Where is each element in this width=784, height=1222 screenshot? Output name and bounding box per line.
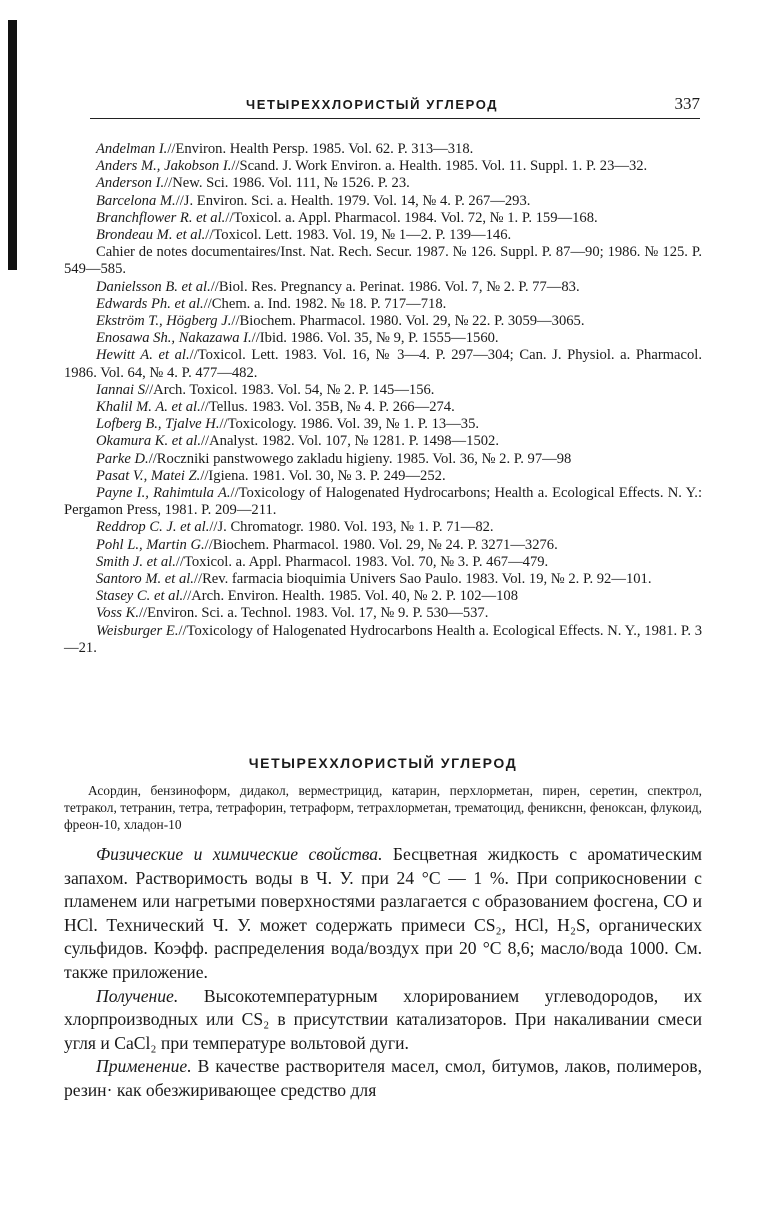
reference-item [64, 382, 702, 399]
reference-citation: //J. Environ. Sci. a. Health. 1979. Vol. 14, № 4. P. 267—293. [175, 192, 531, 209]
body-paragraph [64, 1055, 702, 1102]
reference-item [64, 330, 702, 347]
reference-citation: //Tellus. 1983. Vol. 35B, № 4. P. 266—274. [200, 399, 455, 416]
reference-item [64, 416, 702, 433]
reference-item [64, 451, 702, 468]
reference-item [64, 227, 702, 244]
reference-citation: //Toxicol. a. Appl. Pharmacol. 1983. Vol. 70, № 3. P. 467—479. [175, 553, 549, 570]
reference-authors: Santoro M. et al. [96, 571, 194, 588]
reference-item [64, 244, 702, 278]
reference-authors: Iannai S [96, 381, 146, 398]
reference-item [64, 347, 702, 381]
reference-authors: Anderson I. [96, 175, 165, 192]
reference-authors: Ekström T., Högberg J. [96, 313, 232, 330]
body-paragraph [64, 843, 702, 985]
paragraph-text: Бесцветная жидкость с ароматическим запахом. Растворимость воды в Ч. У. при 24 °С — 1 %. При соприкосновении с пламенем или нагретыми поверхностями разлагается с образованием фосгена, CO и HCl. Технический Ч. У. может содержать примеси CS₂, HCl, H₂S, органических сульфидов. Коэфф. распределения вода/воздух при 20 °С 8,6; масло/вода 1000. См. также приложение. [64, 844, 702, 982]
reference-item [64, 485, 702, 519]
reference-citation: //Biochem. Pharmacol. 1980. Vol. 29, № 22. P. 3059—3065. [231, 313, 585, 330]
reference-citation: //New. Sci. 1986. Vol. 111, № 1526. P. 23. [164, 175, 410, 192]
reference-item [64, 537, 702, 554]
reference-item [64, 141, 702, 158]
reference-citation: //Toxicology. 1986. Vol. 39, № 1. P. 13—35. [219, 416, 480, 433]
reference-citation: //Biol. Res. Pregnancy a. Perinat. 1986. Vol. 7, № 2. P. 77—83. [210, 278, 580, 295]
reference-item [64, 296, 702, 313]
margin-bar [8, 20, 17, 270]
reference-authors: Enosawa Sh., Nakazawa I. [96, 330, 252, 347]
reference-authors: Brondeau M. et al. [96, 227, 206, 244]
reference-item [64, 605, 702, 622]
reference-list [64, 141, 702, 657]
reference-citation: //Environ. Health Persp. 1985. Vol. 62. P. 313—318. [167, 141, 474, 157]
reference-authors: Pasat V., Matei Z. [96, 467, 201, 484]
reference-citation: //Toxicol. Lett. 1983. Vol. 19, № 1—2. P. 139—146. [205, 227, 512, 244]
reference-authors: Pohl L., Martin G. [96, 536, 205, 553]
reference-citation: //Analyst. 1982. Vol. 107, № 1281. P. 1498—1502. [201, 433, 499, 450]
reference-citation: //Chem. a. Ind. 1982. № 18. P. 717—718. [203, 295, 447, 312]
paragraph-label: Получение. [96, 985, 179, 1006]
reference-item [64, 554, 702, 571]
reference-authors: Hewitt A. et al. [96, 347, 190, 364]
page-header [90, 94, 700, 119]
reference-citation: //Toxicol. Lett. 1983. Vol. 16, № 3—4. P. 297—304; Can. J. Physiol. a. Pharmacol. 1986. Vol. 64, № 4. P. 477—482. [64, 347, 702, 381]
body-text [64, 843, 702, 1103]
reference-authors: Reddrop C. J. et al. [96, 519, 210, 536]
reference-citation: //J. Chromatogr. 1980. Vol. 193, № 1. P. 71—82. [209, 519, 494, 536]
reference-citation: //Environ. Sci. a. Technol. 1983. Vol. 17, № 9. P. 530—537. [138, 605, 489, 622]
reference-authors: Danielsson B. et al. [96, 278, 211, 295]
reference-item [64, 588, 702, 605]
reference-citation: Cahier de notes documentaires/Inst. Nat. Rech. Secur. 1987. № 126. Suppl. P. 87—90; 1986. № 125. P. 549—585. [64, 244, 702, 278]
reference-authors: Smith J. et al. [96, 553, 176, 570]
reference-authors: Andelman I. [96, 141, 168, 157]
reference-citation: //Toxicology of Halogenated Hydrocarbons; Health a. Ecological Effects. N. Y.: Pergamon Press, 1981. P. 209—211. [64, 485, 703, 519]
reference-authors: Voss K. [96, 605, 139, 622]
reference-item [64, 468, 702, 485]
synonyms: Асордин, бензиноформ, дидакол, верместрицид, катарин, перхлорметан, пирен, серетин, спектрол, тетракол, тетранин, тетра, тетрафорин, тетраформ, тетрахлорметан, трематоцид, феникснн, феноксан, флукоид, фреон-10, хладон-10 [64, 783, 702, 832]
reference-citation: //Toxicology of Halogenated Hydrocarbons Health a. Ecological Effects. N. Y., 1981. P. 3—21. [64, 622, 702, 656]
page-number: 337 [674, 94, 700, 113]
reference-citation: //Ibid. 1986. Vol. 35, № 9, P. 1555—1560. [251, 330, 499, 347]
reference-authors: Payne I., Rahimtula A. [96, 485, 231, 502]
reference-citation: //Rev. farmacia bioquimia Univers Sao Paulo. 1983. Vol. 19, № 2. P. 92—101. [193, 571, 652, 588]
reference-citation: //Arch. Toxicol. 1983. Vol. 54, № 2. P. 145—156. [145, 381, 435, 398]
reference-authors: Okamura K. et al. [96, 433, 201, 450]
reference-item [64, 433, 702, 450]
reference-item [64, 399, 702, 416]
paragraph-text: Высокотемпературным хлорированием углеводородов, их хлорпроизводных или CS₂ в присутствии катализаторов. При накаливании смеси угля и CaCl₂ при температуре вольтовой дуги. [64, 985, 702, 1053]
paragraph-label: Физические и химические свойства. [96, 844, 383, 864]
reference-authors: Khalil M. A. et al. [96, 399, 201, 416]
reference-authors: Barcelona M. [96, 192, 176, 209]
reference-authors: Anders M., Jakobson I. [96, 158, 232, 175]
reference-item [64, 193, 702, 210]
reference-citation: //Igiena. 1981. Vol. 30, № 3. P. 249—252. [200, 467, 446, 484]
reference-item [64, 313, 702, 330]
reference-authors: Lofberg B., Tjalve H. [96, 416, 220, 433]
paragraph-text: В качестве растворителя масел, смол, битумов, лаков, полимеров, резин· как обезжиривающее средство для [64, 1056, 703, 1100]
running-title: ЧЕТЫРЕХХЛОРИСТЫЙ УГЛЕРОД [246, 97, 499, 112]
reference-item [64, 571, 702, 588]
section-title: ЧЕТЫРЕХХЛОРИСТЫЙ УГЛЕРОД [248, 755, 518, 771]
reference-citation: //Arch. Environ. Health. 1985. Vol. 40, № 2. P. 102—108 [183, 588, 518, 605]
reference-citation: //Scand. J. Work Environ. a. Health. 1985. Vol. 11. Suppl. 1. P. 23—32. [231, 158, 648, 175]
reference-citation: //Toxicol. a. Appl. Pharmacol. 1984. Vol. 72, № 1. P. 159—168. [225, 209, 598, 226]
reference-item [64, 623, 702, 657]
reference-item [64, 279, 702, 296]
reference-authors: Branchflower R. et al. [96, 209, 226, 226]
reference-authors: Edwards Ph. et al. [96, 295, 204, 312]
reference-citation: //Roczniki panstwowego zakladu higieny. 1985. Vol. 36, № 2. P. 97—98 [148, 450, 572, 467]
reference-authors: Parke D. [96, 450, 149, 467]
header-rule [90, 118, 700, 119]
article-section [64, 755, 702, 1103]
reference-citation: //Biochem. Pharmacol. 1980. Vol. 29, № 24. P. 3271—3276. [204, 536, 558, 553]
reference-item [64, 210, 702, 227]
body-paragraph [64, 985, 702, 1056]
reference-item [64, 158, 702, 175]
paragraph-label: Применение. [96, 1056, 192, 1077]
reference-authors: Stasey C. et al. [96, 588, 184, 605]
reference-item [64, 519, 702, 536]
reference-authors: Weisburger E. [96, 622, 179, 639]
reference-item [64, 175, 702, 192]
